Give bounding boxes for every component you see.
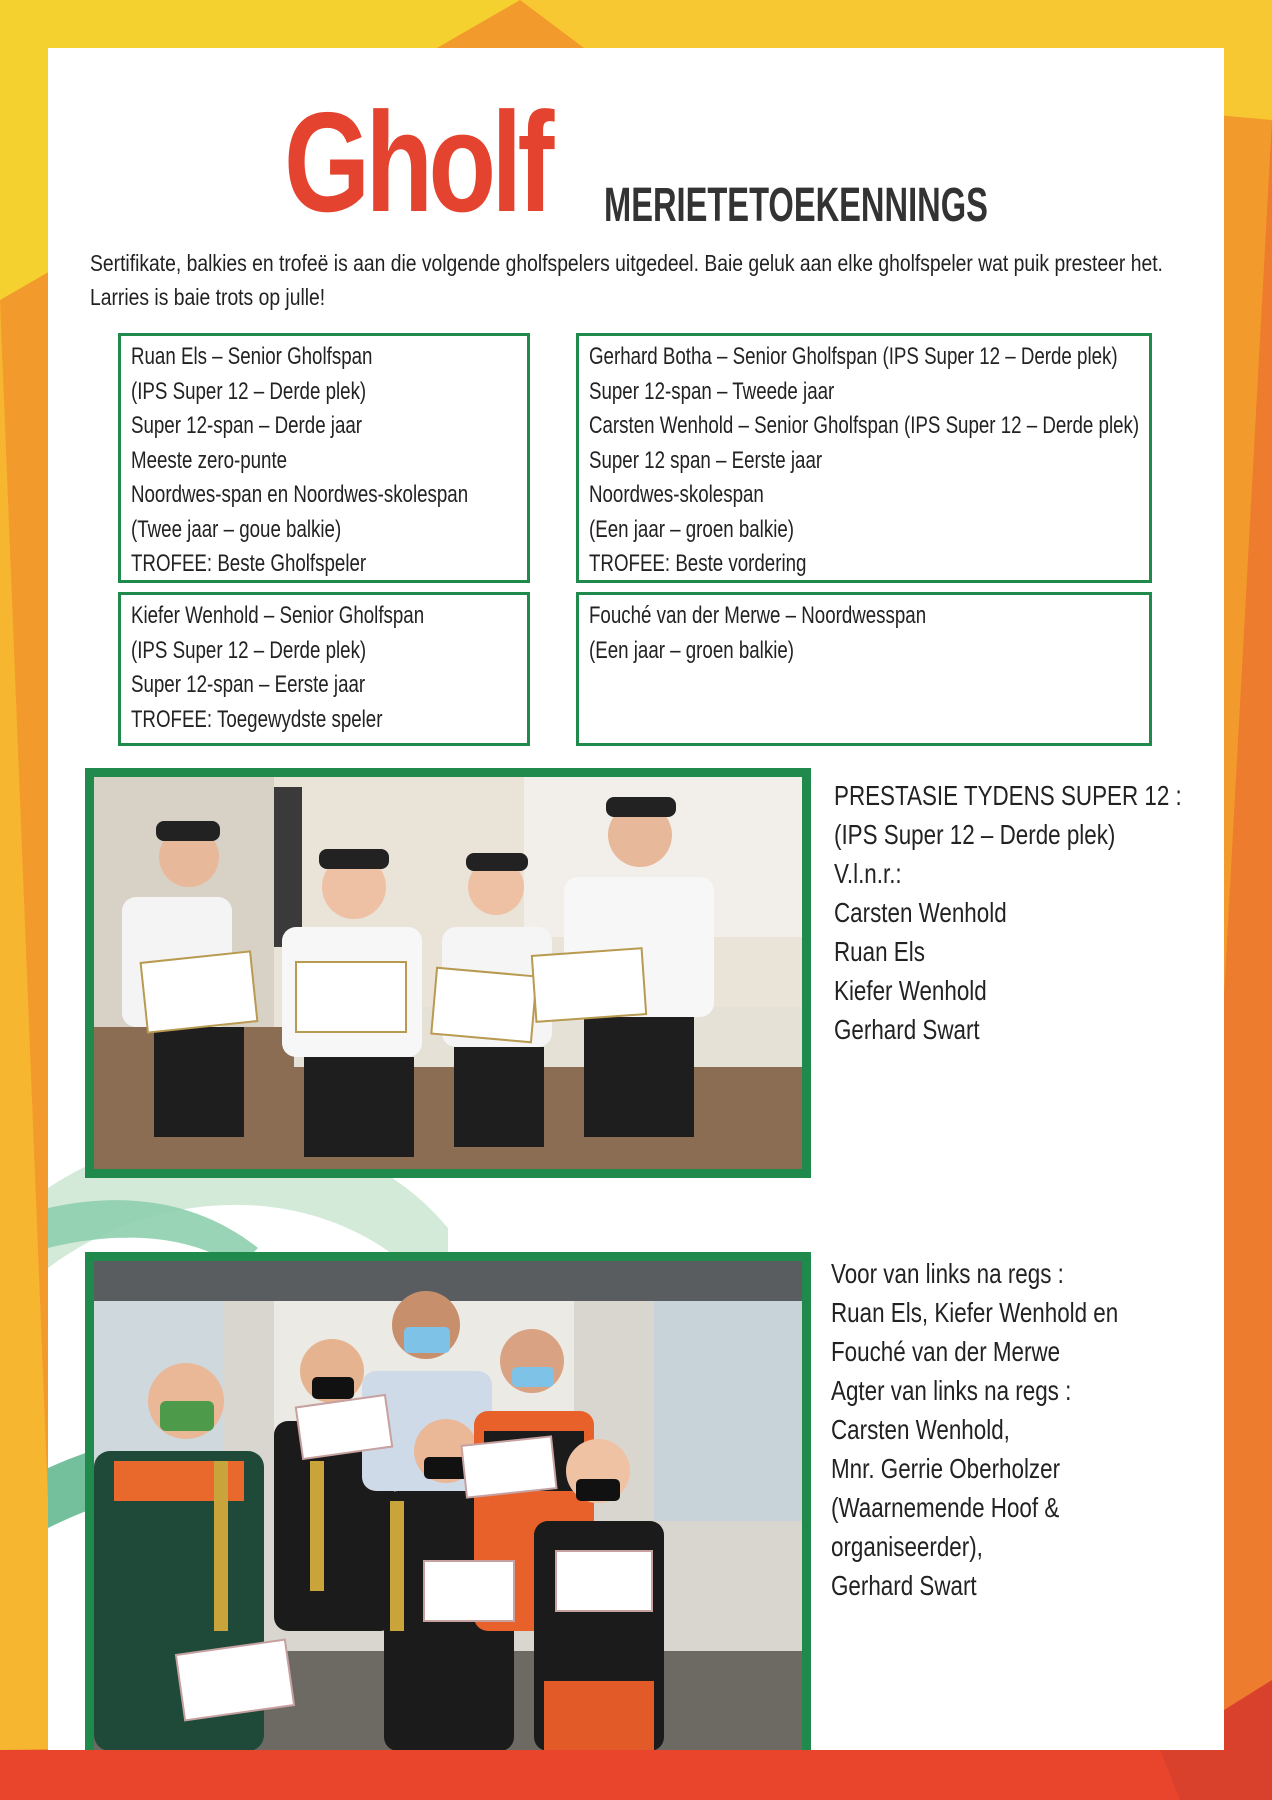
caption-line: Gerhard Swart: [834, 1014, 980, 1045]
award-line: TROFEE: Beste vordering: [589, 550, 807, 577]
award-line: Gerhard Botha – Senior Gholfspan (IPS Super 12 – Derde plek): [589, 343, 1118, 370]
caption-line: Agter van links na regs :: [831, 1375, 1072, 1406]
caption-line: Voor van links na regs :: [831, 1258, 1064, 1289]
award-line: Super 12 span – Eerste jaar: [589, 446, 823, 474]
award-line: Fouché van der Merwe – Noordwesspan: [589, 602, 927, 629]
photo-super12-illustration: [94, 777, 802, 1169]
intro-line: Sertifikate, balkies en trofeë is aan die volgende gholfspelers uitgedeel. Baie geluk aan elke gholfspeler wat puik presteer het.: [90, 250, 1163, 276]
caption-line: organiseerder),: [831, 1531, 983, 1562]
award-box-kiefer-wenhold: [118, 592, 530, 746]
caption-line: Ruan Els, Kiefer Wenhold en: [831, 1297, 1119, 1328]
award-line: Super 12-span – Eerste jaar: [131, 671, 366, 698]
page-title: Gholf: [284, 83, 550, 242]
caption-line: Kiefer Wenhold: [834, 975, 987, 1006]
award-box-fouche-van-der-merwe: [576, 592, 1152, 746]
intro-paragraph: [90, 246, 1200, 314]
award-line: TROFEE: Beste Gholfspeler: [131, 550, 367, 577]
photo-super12-team: [85, 768, 811, 1178]
award-line: Super 12-span – Tweede jaar: [589, 377, 835, 405]
award-line: Ruan Els – Senior Gholfspan: [131, 343, 373, 370]
caption-line: V.l.n.r.:: [834, 858, 902, 889]
caption-line: Ruan Els: [834, 936, 925, 967]
award-line: TROFEE: Toegewydste speler: [131, 705, 383, 733]
caption-line: (Waarnemende Hoof &: [831, 1492, 1060, 1523]
award-line: Kiefer Wenhold – Senior Gholfspan: [131, 602, 425, 629]
award-line: (Een jaar – groen balkie): [589, 515, 795, 543]
award-line: (IPS Super 12 – Derde plek): [131, 636, 367, 664]
intro-line: Larries is baie trots op julle!: [90, 284, 326, 310]
caption-line: Carsten Wenhold,: [831, 1414, 1010, 1445]
caption-line: Gerhard Swart: [831, 1570, 977, 1601]
caption-line: Fouché van der Merwe: [831, 1336, 1061, 1367]
caption-line: Carsten Wenhold: [834, 897, 1007, 928]
document-page: [48, 48, 1224, 1750]
photo2-caption: [831, 1254, 1211, 1605]
award-line: Noordwes-span en Noordwes-skolespan: [131, 481, 469, 508]
award-line: Meeste zero-punte: [131, 446, 288, 474]
photo-ceremony-illustration: [94, 1261, 802, 1750]
page-subtitle: MERIETETOEKENNINGS: [604, 179, 988, 232]
photo1-caption: [834, 776, 1194, 1049]
award-box-botha-wenhold: [576, 333, 1152, 583]
award-box-ruan-els: [118, 333, 530, 583]
photo-award-ceremony: [85, 1252, 811, 1750]
caption-line: (IPS Super 12 – Derde plek): [834, 819, 1116, 850]
caption-line: PRESTASIE TYDENS SUPER 12 :: [834, 780, 1182, 811]
award-line: (Twee jaar – goue balkie): [131, 515, 342, 543]
award-line: Carsten Wenhold – Senior Gholfspan (IPS Super 12 – Derde plek): [589, 412, 1140, 439]
award-line: Noordwes-skolespan: [589, 481, 764, 508]
award-line: Super 12-span – Derde jaar: [131, 412, 363, 439]
caption-line: Mnr. Gerrie Oberholzer: [831, 1453, 1061, 1484]
award-line: (IPS Super 12 – Derde plek): [131, 377, 367, 405]
award-line: (Een jaar – groen balkie): [589, 636, 795, 664]
